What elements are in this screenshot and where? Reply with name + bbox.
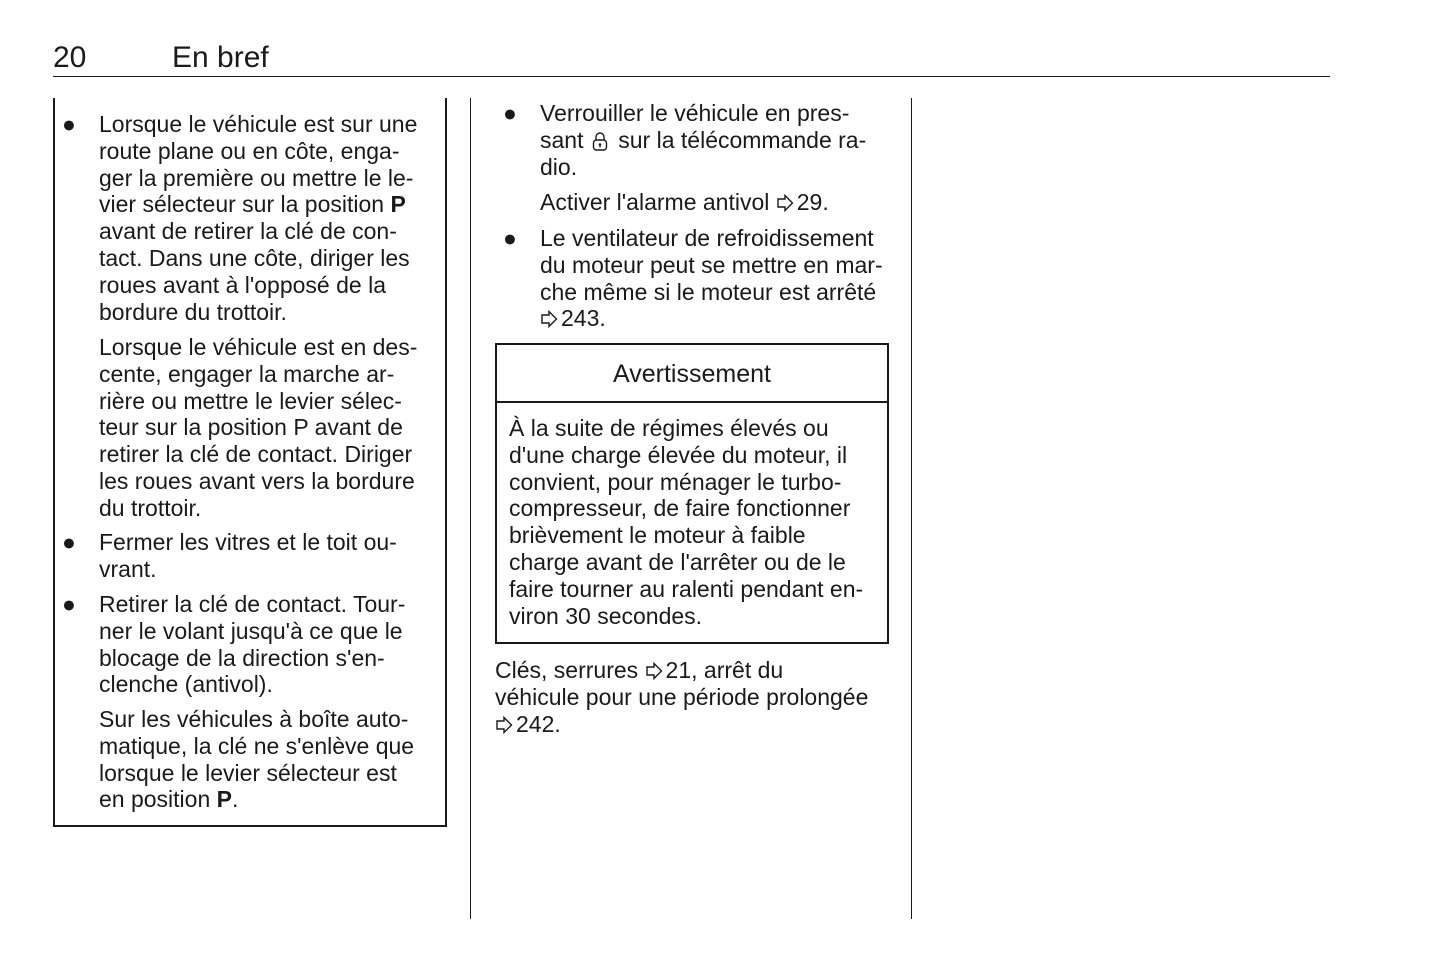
text-segment: en position [99, 786, 217, 813]
page-ref-arrow-icon [645, 662, 663, 680]
text-segment: Activer l'alarme antivol [540, 189, 776, 215]
list-item-parking [99, 111, 417, 325]
list-item-fan [540, 225, 883, 332]
text-line: matique, la clé ne s'enlève que [99, 732, 415, 759]
text-line: tact. Dans une côte, diriger les [99, 244, 410, 271]
text-line: brièvement le moteur à faible [509, 522, 806, 549]
text-line: du trottoir. [99, 494, 202, 521]
list-item-key [99, 591, 405, 698]
text-line: dio. [540, 153, 578, 180]
gear-p-label: P [216, 786, 232, 813]
text-line [99, 191, 417, 218]
paragraph-descent [99, 334, 417, 522]
text-line [495, 657, 868, 684]
text-line: Retirer la clé de contact. Tour- [99, 591, 406, 617]
text-line: route plane ou en côte, enga- [99, 137, 400, 164]
page-ref-arrow-icon [540, 310, 558, 328]
text-line: faire tourner au ralenti pendant en- [509, 575, 864, 602]
text-line: Verrouiller le véhicule en pres- [540, 100, 850, 126]
list-item-lock [540, 100, 866, 180]
bullet: ● [62, 111, 76, 137]
text-line [495, 711, 868, 738]
bullet: ● [503, 100, 517, 126]
text-segment: sant [540, 126, 590, 153]
text-line: compresseur, de faire fonctionner [509, 495, 851, 522]
text-segment: sur la télécommande ra- [611, 126, 867, 153]
text-line: ner le volant jusqu'à ce que le [99, 617, 403, 644]
text-line: teur sur la position P avant de [99, 414, 403, 441]
text-line: convient, pour ménager le turbo- [509, 468, 842, 495]
page-ref[interactable]: 29. [796, 189, 829, 215]
text-line: cente, engager la marche ar- [99, 360, 395, 387]
text-line: bordure du trottoir. [99, 298, 287, 325]
text-line: viron 30 secondes. [509, 602, 703, 629]
text-segment: Clés, serrures [495, 657, 645, 683]
list-item-windows [99, 529, 397, 583]
page-ref-arrow-icon [776, 194, 794, 212]
text-line: véhicule pour une période prolongée [495, 683, 869, 710]
text-line: Lorsque le véhicule est sur une [99, 111, 418, 137]
text-line: Sur les véhicules à boîte auto- [99, 706, 409, 732]
text-line [540, 305, 883, 332]
page-number: 20 [53, 41, 87, 74]
gear-p-label: P [390, 191, 406, 218]
text-line: retirer la clé de contact. Diriger [99, 441, 413, 468]
page-ref-arrow-icon [495, 716, 513, 734]
text-line [540, 127, 866, 154]
warning-body [509, 415, 863, 629]
text-line: Lorsque le véhicule est en des- [99, 334, 418, 360]
text-line: blocage de la direction s'en- [99, 644, 385, 671]
text-line: d'une charge élevée du moteur, il [509, 441, 848, 468]
text-segment: vier sélecteur sur la position [99, 191, 391, 218]
text-line: charge avant de l'arrêter ou de le [509, 548, 846, 575]
text-line: Fermer les vitres et le toit ou- [99, 529, 397, 555]
cross-references [495, 657, 868, 737]
column-separator [911, 98, 912, 919]
page-ref[interactable]: 243. [561, 305, 606, 332]
text-segment: , arrêt du [691, 657, 784, 683]
text-line: roues avant à l'opposé de la [99, 271, 386, 298]
box-right-border [445, 98, 447, 826]
bullet: ● [62, 591, 76, 617]
text-line: ger la première ou mettre le le- [99, 164, 414, 191]
text-segment: . [231, 786, 239, 813]
text-line: du moteur peut se mettre en mar- [540, 251, 883, 278]
text-line: clenche (antivol). [99, 671, 273, 698]
text-line: che même si le moteur est arrêté [540, 278, 877, 305]
paragraph-automatic [99, 706, 414, 813]
lock-icon [592, 131, 608, 151]
header-rule [53, 76, 1330, 77]
warning-title: Avertissement [613, 360, 771, 388]
section-title: En bref [172, 41, 269, 74]
text-line: avant de retirer la clé de con- [99, 218, 397, 245]
text-line: Le ventilateur de refroidissement [540, 225, 874, 251]
text-line: rière ou mettre le levier sélec- [99, 387, 402, 414]
box-bottom-border [53, 825, 447, 827]
box-left-border [53, 98, 55, 826]
bullet: ● [62, 529, 76, 555]
column-separator [470, 98, 471, 919]
text-line: À la suite de régimes élevés ou [509, 415, 829, 441]
text-line: vrant. [99, 555, 157, 582]
text-line: les roues avant vers la bordure [99, 467, 415, 494]
page-ref[interactable]: 21 [665, 657, 692, 683]
text-line: lorsque le levier sélecteur est [99, 759, 397, 786]
text-line [99, 786, 414, 813]
alarm-instruction [540, 189, 829, 216]
page-ref[interactable]: 242. [516, 710, 561, 737]
bullet: ● [503, 225, 517, 251]
